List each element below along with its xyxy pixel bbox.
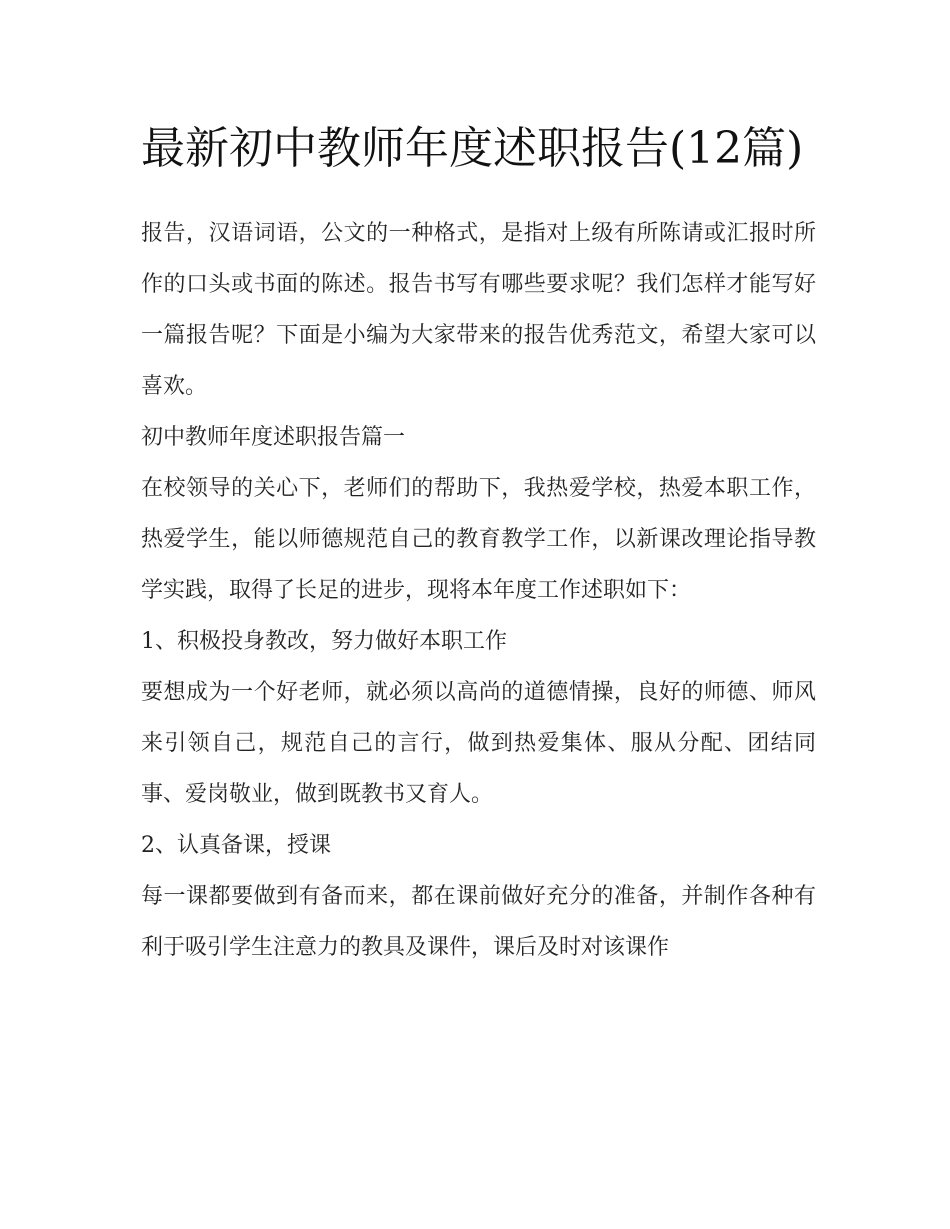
item-1-paragraph: 要想成为一个好老师，就必须以高尚的道德情操，良好的师德、师风来引领自己，规范自己的言行，做到热爱集体、服从分配、团结同事、爱岗敬业，做到既教书又育人。 xyxy=(141,680,816,807)
item-2-heading: 2、认真备课，授课 xyxy=(141,833,331,858)
section-intro-paragraph: 在校领导的关心下，老师们的帮助下，我热爱学校，热爱本职工作，热爱学生，能以师德规范自己的教育教学工作，以新课改理论指导教学实践，取得了长足的进步，现将本年度工作述职如下： xyxy=(141,476,816,603)
item-1-heading: 1、积极投身教改，努力做好本职工作 xyxy=(141,629,507,654)
section-title: 初中教师年度述职报告篇一 xyxy=(141,425,406,450)
item-2-paragraph: 每一课都要做到有备而来，都在课前做好充分的准备，并制作各种有利于吸引学生注意力的教具及课件，课后及时对该课作 xyxy=(141,884,816,960)
document-title: 最新初中教师年度述职报告(12篇) xyxy=(141,123,804,174)
document-content xyxy=(141,112,816,973)
intro-paragraph: 报告，汉语词语，公文的一种格式，是指对上级有所陈请或汇报时所作的口头或书面的陈述。报告书写有哪些要求呢？我们怎样才能写好一篇报告呢？下面是小编为大家带来的报告优秀范文，希望大家可以喜欢。 xyxy=(141,221,816,399)
